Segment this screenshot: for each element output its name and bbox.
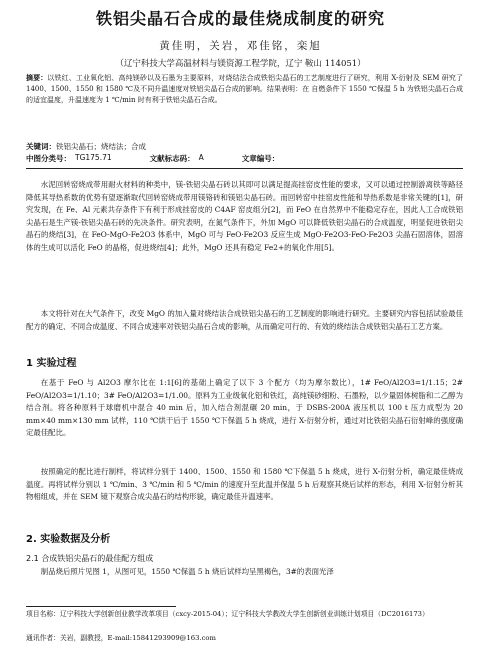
abstract-text: 以铁红、工业氧化铝、高纯镁砂以及石墨为主要原料，对烧结法合成铁铝尖晶石的工艺制度进行了研究，利用 X-衍射及 SEM 研究了 1400、1500、1550 和 1580 ℃及不同升温速度对铁铝尖晶石合成的影响。结果表明：在 自燃条件下 1550 ℃保温 5 h 为铁铝尖晶石合成的适宜温度，升温速度为 1 ℃/min 时有利于铁铝尖晶石合成。 — [26, 74, 463, 104]
doc-code-label: 文献标志码： — [149, 154, 195, 163]
footnote-author-text: 关岩，副教授，E-mail:15841293909@163.com — [59, 634, 216, 642]
header-rule — [26, 168, 463, 169]
abstract — [26, 73, 463, 106]
section-1-paragraph-1: 在基于 FeO 与 Al2O3 摩尔比在 1:1[6]的基础上确定了以下 3 个配方（均为摩尔数比），1# FeO/Al2O3=1/1.15；2# FeO/Al2O3=1/1.10；3# FeO/Al2O3=1/1.00。原料为工业级氧化铝和铁红，高纯镁砂细粉、石墨粉，以少量固体树脂和二乙醇为结合剂。将各种原料于球磨机中混合 40 min 后，加入结合剂混碾 20 min，于 DSBS-200A 液压机以 100 t 压力成型为 20 mm×40 mm×130 mm 试样，110 ℃烘干后于 1550 ℃下保温 5 h 烧成，进行 X-衍射分析，通过对比铁铝尖晶石衍射峰的强度确定最佳配比。 — [26, 378, 463, 438]
author-list: 黄佳明，关岩，邓佳铭，栾旭 — [159, 40, 322, 52]
paper-title: 铁铝尖晶石合成的最佳烧成制度的研究 — [95, 9, 385, 28]
abstract-label: 摘要： — [26, 74, 48, 82]
section-1-heading: 1 实验过程 — [26, 358, 77, 369]
section-2-paragraph-1: 制品烧后照片见图 1，从图可见，1550 ℃保温 5 h 烧后试样均呈黑褐色，3#的表面光泽 — [40, 567, 334, 576]
doc-code-value: A — [198, 153, 204, 162]
keywords-text: 铁铝尖晶石；烧结法；合成 — [56, 142, 146, 151]
footnote-author-label: 通讯作者： — [26, 634, 60, 642]
section-2-1-heading: 2.1 合成铁铝尖晶石的最佳配方组成 — [26, 554, 154, 563]
keywords-label: 关键词： — [26, 142, 56, 151]
section-2-heading: 2. 实验数据及分析 — [26, 534, 111, 545]
footnote-fund — [26, 609, 463, 620]
footnote-fund-label: 项目名称： — [26, 610, 60, 618]
classification-line — [26, 153, 279, 164]
class-label: 中图分类号： — [26, 154, 71, 163]
article-number-label: 文章编号： — [241, 154, 280, 163]
footnote-rule — [26, 606, 176, 607]
footnote-author — [26, 633, 463, 644]
affiliation: （辽宁科技大学高温材料与镁资源工程学院，辽宁 鞍山 114051） — [115, 59, 366, 69]
intro-paragraph-1: 水泥回转窑烧成带用耐火材料的种类中，镁-铁铝尖晶石砖以其即可以满足提高挂窑皮性能的要求，又可以通过控制游离铁等路径降低其导热系数的优势有望逐渐取代回转窑烧成带用镁铬砖和镁铝尖晶石砖。而回转窑中挂窑皮性能和导热系数是非常关键的[1]，研究发现，在 Fe、Al 元素共存条件下有利于形成挂窑皮的 C4AF 窑皮组分[2]，而 FeO 在自然界中不能稳定存在，因此人工合成铁铝尖晶石是生产镁-铁铝尖晶石砖的先决条件。研究表明，在氮气条件下，外加 MgO 可以降低铁铝尖晶石的合成温度，明显促进铁铝尖晶石的烧结[3]，在 FeO-MgO-Fe2O3 体系中，MgO 可与 FeO·Fe2O3 反应生成 MgO·Fe2O3-FeO·Fe2O3 尖晶石固溶体，固溶体的生成可以活化 FeO 的晶格，促进烧结[4]；此外，MgO 还具有稳定 Fe2+的氧化作用[5]。 — [26, 180, 463, 252]
section-1-paragraph-2: 按照确定的配比进行制样，将试样分别于 1400、1500、1550 和 1580 ℃下保温 5 h 烧成，进行 X-衍射分析，确定最佳烧成温度。再将试样分别以 1 ℃/min、3 ℃/min 和 5 ℃/min 的速度升至此温并保温 5 h 后观察其烧后试样的形态，利用 X-衍射分析其物相组成，并在 SEM 镜下观察合成尖晶石的结构形貌，确定最佳升温速率。 — [26, 467, 463, 502]
intro-paragraph-2: 本文将针对在大气条件下，改变 MgO 的加入量对烧结法合成铁铝尖晶石的工艺制度的影响进行研究。主要研究内容包括试验最佳配方的确定、不同合成温度、不同合成速率对铁铝尖晶石合成的影响，从而确定可行的、有效的烧结法合成铁铝尖晶石工艺方案。 — [26, 309, 463, 331]
class-value: TG175.71 — [75, 153, 112, 162]
keywords — [26, 141, 146, 152]
footnote-fund-text: 辽宁科技大学创新创业教学改革项目（cxcy-2015-04）；辽宁科技大学教改大学生创新创业训练计划项目（DC2016173） — [59, 610, 429, 618]
